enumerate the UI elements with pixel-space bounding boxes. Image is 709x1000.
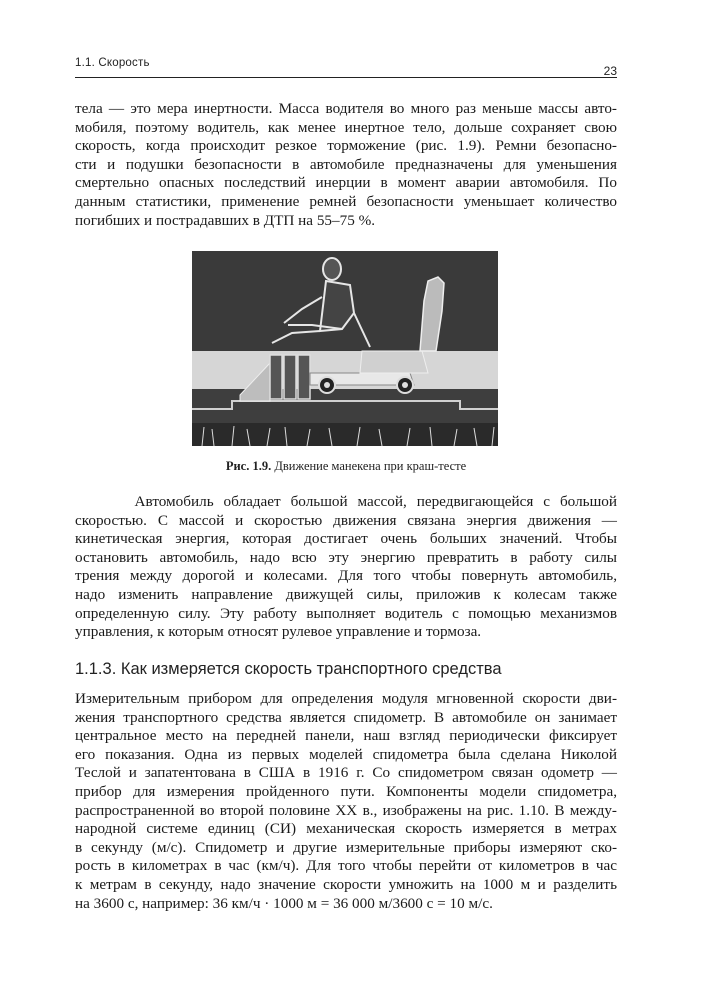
text-line: на 3600 с, например: 36 км/ч · 1000 м = 36 000 м/3600 с = 10 м/с.	[75, 894, 493, 912]
text-line: его показания. Одна из первых моделей спидометра была сделана Николой	[75, 745, 617, 763]
paragraph-kinetic-energy	[75, 493, 617, 642]
text-line: смертельно опасных последствий инерции в момент аварии автомобиля. По	[75, 174, 617, 192]
text-line: Теслой и запатентована в США в 1916 г. Со спидометром связан одометр —	[75, 764, 617, 782]
running-header	[75, 57, 617, 78]
text-line: данным статистики, применение ремней безопасности уменьшает количество	[75, 192, 617, 210]
text-line: Измерительным прибором для определения модуля мгновенной скорости дви-	[75, 690, 617, 707]
figure-caption	[75, 459, 617, 474]
text-line: надо изменить направление движущей силы, приложив к колесам также	[75, 585, 617, 603]
running-header-title: 1.1. Скорость	[75, 57, 150, 69]
text-line: остановить автомобиль, надо всю эту энергию превратить в работу силы	[75, 548, 617, 566]
figure-caption-text: Движение манекена при краш-тесте	[274, 459, 467, 473]
text-line: народной системе единиц (СИ) механическая скорость измеряется в метрах	[75, 820, 617, 838]
text-line: кинетическая энергия, которая достигает очень больших значений. Чтобы	[75, 530, 617, 548]
paragraph-inertia	[75, 100, 617, 230]
text-line: скоростью. С массой и скоростью движения связана энергия движения —	[75, 511, 617, 529]
text-line: жения транспортного средства является спидометр. В автомобиле он занимает	[75, 708, 617, 726]
text-line: к метрам в секунду, надо значение скорости умножить на 1000 м и разделить	[75, 875, 617, 893]
text-line: трения между дорогой и колесами. Для того чтобы повернуть автомобиль,	[75, 567, 617, 585]
text-line: сти и подушки безопасности в автомобиле предназначены для уменьшения	[75, 155, 617, 173]
text-line: скорость, когда происходит резкое торможение (рис. 1.9). Ремни безопасно-	[75, 137, 617, 155]
text-line: рость в километрах в час (км/ч). Для того чтобы перейти от километров в час	[75, 857, 617, 875]
text-line: центральное место на передней панели, наш взгляд периодически фиксирует	[75, 727, 617, 745]
paragraph-speedometer	[75, 690, 617, 913]
text-line: в секунду (м/с). Спидометр и другие измерительные приборы измеряют ско-	[75, 838, 617, 856]
text-line: управления, к которым относят рулевое управление и тормоза.	[75, 623, 482, 641]
text-line: погибших и пострадавших в ДТП на 55–75 %.	[75, 211, 376, 229]
text-line: распространенной во второй половине XX в., изображены на рис. 1.10. В между-	[75, 801, 617, 819]
crash-test-illustration	[192, 251, 498, 446]
crash-test-figure	[192, 251, 498, 446]
section-heading: 1.1.3. Как измеряется скорость транспортного средства	[75, 660, 502, 678]
text-line: прибор для измерения пройденного пути. Компоненты модели спидометра,	[75, 782, 617, 800]
text-line: тела — это мера инертности. Масса водителя во много раз меньше массы авто-	[75, 100, 617, 117]
page-number: 23	[603, 64, 617, 78]
text-line: Автомобиль обладает большой массой, передвигающейся с большой	[75, 493, 617, 510]
text-line: определенную силу. Эту работу выполняет водитель с помощью механизмов	[75, 604, 617, 622]
text-line: мобиля, поэтому водитель, как менее инертное тело, дольше сохраняет свою	[75, 118, 617, 136]
figure-label: Рис. 1.9.	[225, 459, 272, 473]
